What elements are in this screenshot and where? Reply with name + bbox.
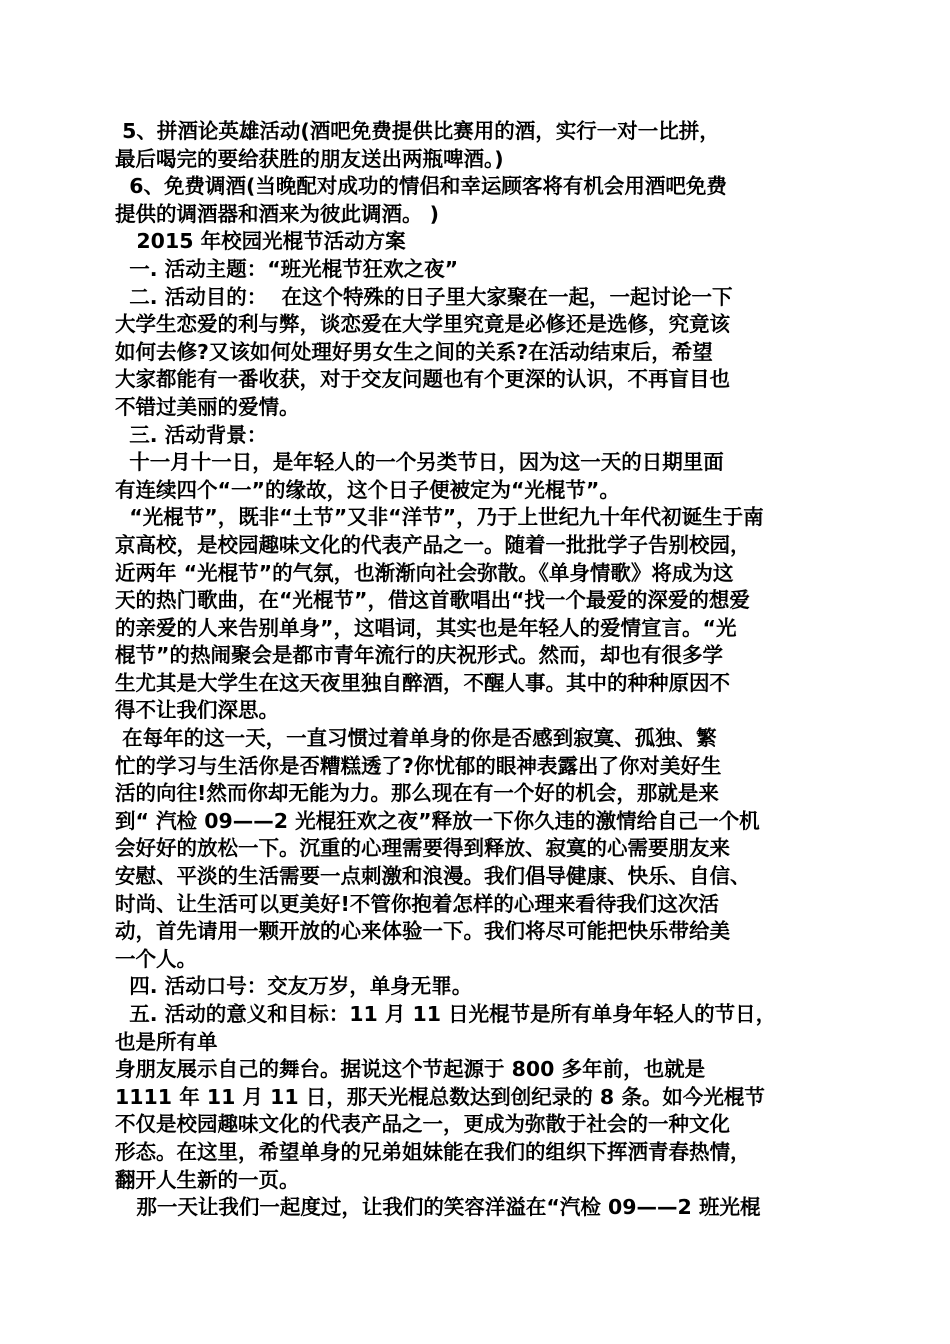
text-line: 6、免费调酒(当晚配对成功的情侣和幸运顾客将有机会用酒吧免费 (115, 174, 727, 199)
text-line: 在每年的这一天，一直习惯过着单身的你是否感到寂寞、孤独、繁 (115, 726, 717, 751)
text-line: 京高校，是校园趣味文化的代表产品之一。随着一批批学子告别校园， (115, 532, 751, 557)
text-line: 二. 活动目的： 在这个特殊的日子里大家聚在一起，一起讨论一下 (115, 284, 733, 309)
text-line: 如何去修?又该如何处理好男女生之间的关系?在活动结束后，希望 (115, 339, 713, 364)
document-body (115, 118, 850, 1222)
text-line: 安慰、平淡的生活需要一点刺激和浪漫。我们倡导健康、快乐、自信、 (115, 864, 751, 889)
text-line: 棍节”的热闹聚会是都市青年流行的庆祝形式。然而，却也有很多学 (115, 643, 723, 668)
text-line: 一. 活动主题：“班光棍节狂欢之夜” (115, 256, 459, 281)
text-line: 到“ 汽检 09——2 光棍狂欢之夜”释放一下你久违的激情给自己一个机 (115, 808, 760, 833)
text-line: 四. 活动口号：交友万岁，单身无罪。 (115, 974, 473, 999)
text-line: 1111 年 11 月 11 日，那天光棍总数达到创纪录的 8 条。如今光棍节 (115, 1084, 765, 1109)
text-line: 生尤其是大学生在这天夜里独自醉酒，不醒人事。其中的种种原因不 (115, 670, 730, 695)
text-line: 不错过美丽的爱情。 (115, 394, 300, 419)
text-line: 那一天让我们一起度过，让我们的笑容洋溢在“汽检 09——2 班光棍 (115, 1195, 761, 1220)
text-line: 三. 活动背景： (115, 422, 268, 447)
text-line: 不仅是校园趣味文化的代表产品之一，更成为弥散于社会的一种文化 (115, 1112, 730, 1137)
text-line: 身朋友展示自己的舞台。据说这个节起源于 800 多年前，也就是 (115, 1057, 706, 1082)
text-line: 最后喝完的要给获胜的朋友送出两瓶啤酒。) (115, 146, 504, 171)
text-line: 大家都能有一番收获，对于交友问题也有个更深的认识，不再盲目也 (115, 367, 730, 392)
text-line: 五. 活动的意义和目标：11 月 11 日光棍节是所有单身年轻人的节日， (115, 1002, 777, 1026)
text-line: 近两年 “光棍节”的气氛，也渐渐向社会弥散。《单身情歌》将成为这 (115, 560, 734, 585)
text-line: 提供的调酒器和酒来为彼此调酒。 ) (115, 201, 440, 226)
text-line: “光棍节”，既非“土节”又非“洋节”，乃于上世纪九十年代初诞生于南 (115, 505, 764, 530)
text-line: 会好好的放松一下。沉重的心理需要得到释放、寂寞的心需要朋友来 (115, 836, 730, 861)
text-line: 形态。在这里，希望单身的兄弟姐妹能在我们的组织下挥洒青春热情， (115, 1139, 751, 1164)
text-line: 天的热门歌曲，在“光棍节”，借这首歌唱出“找一个最爱的深爱的想爱 (115, 588, 750, 613)
text-line: 忙的学习与生活你是否糟糕透了?你忧郁的眼神表露出了你对美好生 (115, 753, 722, 778)
section-title: 2015 年校园光棍节活动方案 (115, 229, 406, 254)
text-line: 活的向往!然而你却无能为力。那么现在有一个好的机会，那就是来 (115, 781, 719, 806)
text-line: 十一月十一日，是年轻人的一个另类节日，因为这一天的日期里面 (115, 450, 724, 475)
text-line: 动，首先请用一颗开放的心来体验一下。我们将尽可能把快乐带给美 (115, 919, 730, 944)
text-line: 5、拼酒论英雄活动(酒吧免费提供比赛用的酒，实行一对一比拼， (115, 119, 720, 143)
text-line: 也是所有单 (115, 1029, 218, 1054)
text-line: 有连续四个“一”的缘故，这个日子便被定为“光棍节”。 (115, 477, 620, 502)
text-line: 大学生恋爱的利与弊，谈恋爱在大学里究竟是必修还是选修，究竟该 (115, 312, 730, 337)
text-line: 得不让我们深思。 (115, 698, 279, 723)
text-line: 一个人。 (115, 946, 197, 971)
text-line: 的亲爱的人来告别单身”，这唱词，其实也是年轻人的爱情宣言。“光 (115, 615, 737, 640)
text-line: 翻开人生新的一页。 (115, 1167, 300, 1192)
text-line: 时尚、让生活可以更美好!不管你抱着怎样的心理来看待我们这次活 (115, 891, 719, 916)
